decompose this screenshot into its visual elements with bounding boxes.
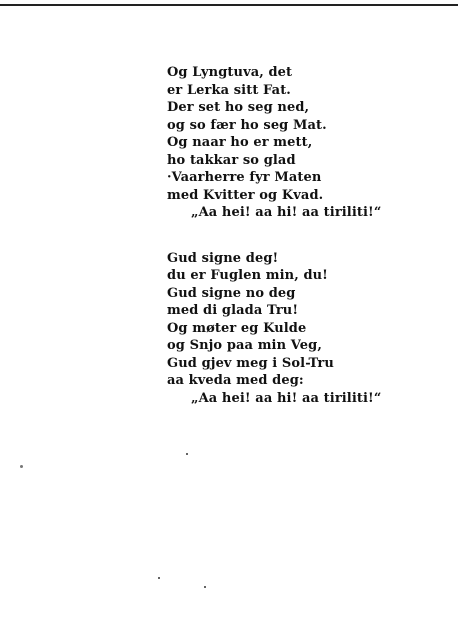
poem-line: du er Fuglen min, du!	[167, 268, 328, 283]
poem-line: Og naar ho er mett,	[167, 135, 313, 150]
poem-line: og Snjo paa min Veg,	[167, 338, 322, 353]
poem-line: ·Vaarherre fyr Maten	[167, 170, 322, 185]
stanza-2	[167, 250, 437, 408]
poem-line: Gud signe deg!	[167, 250, 279, 266]
scan-speck	[158, 577, 160, 579]
poem	[167, 64, 437, 407]
poem-line: Gud gjev meg i Sol-Tru	[167, 355, 334, 371]
poem-line: Og møter eg Kulde	[167, 320, 307, 336]
poem-line: Gud signe no deg	[167, 285, 296, 301]
poem-line: ho takkar so glad	[167, 152, 296, 168]
scan-speck	[20, 465, 23, 468]
poem-line: aa kveda med deg:	[167, 373, 304, 388]
poem-line: og so fær ho seg Mat.	[167, 117, 327, 133]
poem-line: med di glada Tru!	[167, 303, 299, 318]
stanza-1	[167, 64, 437, 222]
refrain-line: „Aa hei! aa hi! aa tiriliti!“	[191, 390, 382, 406]
poem-line: med Kvitter og Kvad.	[167, 187, 324, 203]
refrain-line: „Aa hei! aa hi! aa tiriliti!“	[191, 205, 382, 220]
poem-line: Og Lyngtuva, det	[167, 65, 293, 80]
top-rule	[0, 4, 458, 6]
poem-line: er Lerka sitt Fat.	[167, 82, 291, 98]
scan-speck	[204, 586, 206, 588]
scan-speck	[186, 453, 188, 455]
poem-line: Der set ho seg ned,	[167, 100, 310, 115]
